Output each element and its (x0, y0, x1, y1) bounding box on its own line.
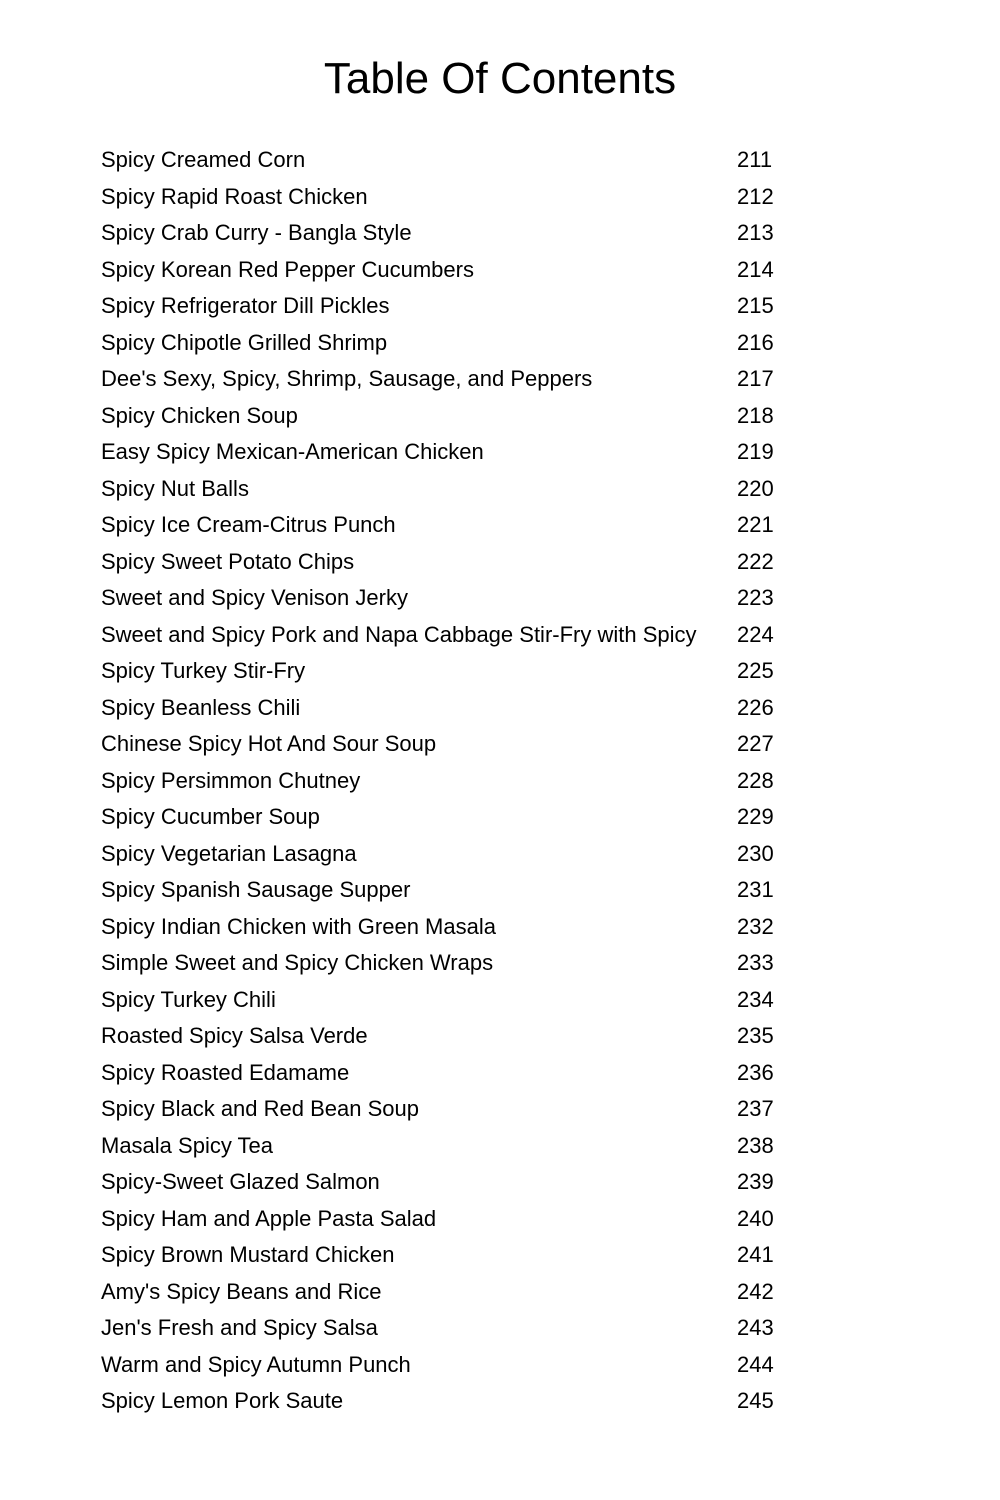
toc-row[interactable] (100, 1273, 800, 1310)
toc-page-number: 231 (737, 877, 774, 902)
toc-page-number: 225 (737, 658, 774, 683)
toc-entry-title: Dee's Sexy, Spicy, Shrimp, Sausage, and Peppers (101, 366, 593, 391)
toc-row[interactable] (100, 1200, 800, 1237)
toc-row[interactable] (100, 360, 800, 397)
toc-row[interactable] (100, 433, 800, 470)
toc-row[interactable] (100, 251, 800, 288)
toc-page-number: 229 (737, 804, 774, 829)
toc-page-number: 212 (737, 183, 774, 209)
toc-row[interactable] (100, 1090, 800, 1127)
toc-entry-title: Easy Spicy Mexican-American Chicken (101, 439, 484, 464)
toc-page-number: 239 (737, 1169, 774, 1194)
toc-page-number: 237 (737, 1096, 774, 1121)
toc-entry-title: Spicy Vegetarian Lasagna (101, 840, 357, 866)
toc-page-number: 243 (737, 1315, 774, 1340)
toc-entry-title: Spicy Creamed Corn (101, 147, 306, 172)
toc-page-number: 226 (737, 694, 774, 720)
toc-row[interactable] (100, 287, 800, 324)
toc-entry-title: Spicy Lemon Pork Saute (101, 1388, 344, 1413)
toc-entry-title: Roasted Spicy Salsa Verde (101, 1023, 368, 1048)
toc-row[interactable] (100, 1127, 800, 1164)
toc-entry-title: Spicy Rapid Roast Chicken (101, 183, 368, 209)
toc-row[interactable] (100, 397, 800, 434)
toc-page-number: 227 (737, 731, 774, 756)
toc-row[interactable] (100, 1382, 800, 1419)
toc-page-number: 216 (737, 329, 774, 355)
toc-page-number: 211 (737, 147, 773, 172)
toc-entry-title: Spicy Indian Chicken with Green Masala (101, 913, 496, 939)
toc-row[interactable] (100, 470, 800, 507)
toc-entry-title: Warm and Spicy Autumn Punch (101, 1351, 411, 1377)
toc-row[interactable] (100, 944, 800, 981)
toc-entry-title: Masala Spicy Tea (101, 1132, 274, 1158)
toc-page-number: 215 (737, 293, 774, 318)
toc-row[interactable] (100, 1054, 800, 1091)
toc-row[interactable] (100, 762, 800, 799)
toc-entry-title: Spicy Black and Red Bean Soup (101, 1096, 419, 1121)
toc-page-number: 235 (737, 1023, 774, 1048)
toc-entry-title: Spicy Nut Balls (101, 475, 249, 501)
toc-row[interactable] (100, 616, 800, 653)
toc-entry-title: Sweet and Spicy Pork and Napa Cabbage Stir-Fry with Spicy (101, 621, 697, 647)
toc-page-number: 236 (737, 1059, 774, 1085)
toc-page-number: 221 (737, 512, 774, 537)
toc-row[interactable] (100, 689, 800, 726)
toc-row[interactable] (100, 178, 800, 215)
toc-entry-title: Spicy Beanless Chili (101, 694, 301, 720)
toc-entry-title: Spicy Ice Cream-Citrus Punch (101, 512, 396, 537)
toc-page-number: 233 (737, 950, 774, 975)
toc-entry-title: Simple Sweet and Spicy Chicken Wraps (101, 950, 494, 975)
toc-entry-title: Spicy Brown Mustard Chicken (101, 1242, 395, 1267)
toc-entry-title: Spicy Chicken Soup (101, 402, 298, 428)
toc-row[interactable] (100, 1017, 800, 1054)
toc-entry-title: Spicy Turkey Chili (101, 986, 276, 1012)
toc-entry-title: Chinese Spicy Hot And Sour Soup (101, 731, 437, 756)
toc-page-number: 244 (737, 1351, 774, 1377)
table-of-contents (100, 141, 800, 1419)
toc-entry-title: Spicy Ham and Apple Pasta Salad (101, 1205, 437, 1231)
toc-entry-title: Spicy Spanish Sausage Supper (101, 877, 411, 902)
toc-row[interactable] (100, 214, 800, 251)
toc-page-number: 217 (737, 366, 774, 391)
toc-page-number: 220 (737, 475, 774, 501)
toc-page-number: 230 (737, 840, 774, 866)
page-title: Table Of Contents (323, 54, 677, 103)
toc-row[interactable] (100, 835, 800, 872)
toc-page-number: 241 (737, 1242, 774, 1267)
toc-page-number: 240 (737, 1205, 774, 1231)
toc-entry-title: Spicy Crab Curry - Bangla Style (101, 220, 412, 245)
toc-entry-title: Spicy Chipotle Grilled Shrimp (101, 329, 388, 355)
toc-row[interactable] (100, 871, 800, 908)
toc-page-number: 218 (737, 402, 774, 428)
toc-page-number: 224 (737, 621, 774, 647)
toc-row[interactable] (100, 908, 800, 945)
toc-row[interactable] (100, 652, 800, 689)
toc-row[interactable] (100, 579, 800, 616)
toc-entry-title: Spicy Cucumber Soup (101, 804, 320, 829)
toc-entry-title: Spicy Korean Red Pepper Cucumbers (101, 256, 474, 282)
toc-entry-title: Spicy Turkey Stir-Fry (101, 658, 306, 683)
toc-row[interactable] (100, 1309, 800, 1346)
toc-page-number: 232 (737, 913, 774, 939)
toc-entry-title: Sweet and Spicy Venison Jerky (101, 585, 408, 610)
toc-page-number: 213 (737, 220, 774, 245)
toc-row[interactable] (100, 798, 800, 835)
toc-row[interactable] (100, 506, 800, 543)
toc-row[interactable] (100, 543, 800, 580)
toc-entry-title: Spicy-Sweet Glazed Salmon (101, 1169, 380, 1194)
toc-row[interactable] (100, 1346, 800, 1383)
toc-row[interactable] (100, 981, 800, 1018)
toc-page-number: 238 (737, 1132, 774, 1158)
toc-entry-title: Spicy Persimmon Chutney (101, 767, 361, 793)
toc-entry-title: Spicy Roasted Edamame (101, 1059, 350, 1085)
toc-entry-title: Amy's Spicy Beans and Rice (101, 1278, 382, 1304)
toc-page-number: 219 (737, 439, 774, 464)
toc-row[interactable] (100, 141, 800, 178)
toc-entry-title: Jen's Fresh and Spicy Salsa (101, 1315, 378, 1340)
toc-entry-title: Spicy Refrigerator Dill Pickles (101, 293, 390, 318)
toc-page-number: 228 (737, 767, 774, 793)
toc-row[interactable] (100, 1236, 800, 1273)
toc-entry-title: Spicy Sweet Potato Chips (101, 548, 355, 574)
toc-row[interactable] (100, 1163, 800, 1200)
toc-page-number: 223 (737, 585, 774, 610)
toc-page-number: 214 (737, 256, 774, 282)
toc-page-number: 242 (737, 1278, 774, 1304)
toc-page-number: 222 (737, 548, 774, 574)
toc-row[interactable] (100, 324, 800, 361)
toc-row[interactable] (100, 725, 800, 762)
toc-page-number: 234 (737, 986, 774, 1012)
toc-page-number: 245 (737, 1388, 774, 1413)
